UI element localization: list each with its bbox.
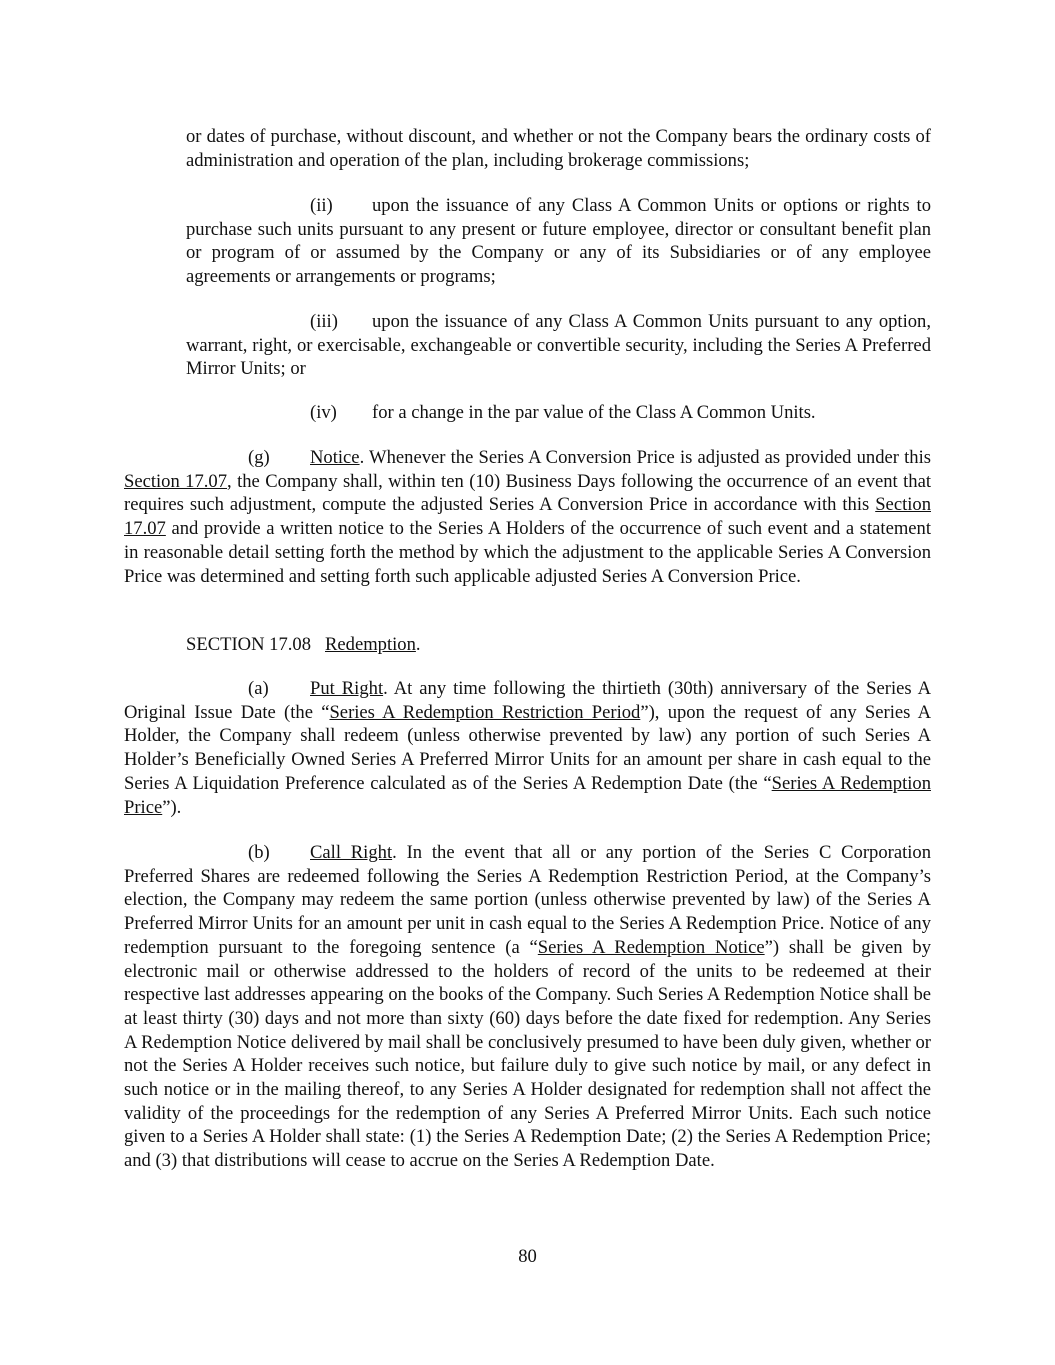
section-17-07-reference: Section 17.07 xyxy=(124,470,228,492)
continuation-paragraph xyxy=(186,125,931,172)
clause-iv-number: (iv) xyxy=(310,402,337,423)
clause-iv-text: for a change in the par value of the Class A Common Units. xyxy=(372,402,816,423)
clause-ii-number: (ii) xyxy=(310,195,333,216)
continuation-text: or dates of purchase, without discount, and whether or not the Company bears the ordinary costs of administration and operation of the plan, including brokerage commissions; xyxy=(186,126,931,171)
defined-term-redemption-price: Series A Redemption Price xyxy=(124,772,931,818)
paragraph-g-heading: Notice xyxy=(310,447,360,468)
paragraph-b-heading: Call Right xyxy=(310,842,393,863)
defined-term-restriction-period: Series A Redemption Restriction Period xyxy=(329,701,641,723)
clause-ii xyxy=(186,194,931,289)
paragraph-b-number: (b) xyxy=(248,842,270,863)
section-number: SECTION 17.08 xyxy=(186,634,311,655)
paragraph-a xyxy=(124,677,931,819)
clause-iv xyxy=(186,401,931,425)
clause-iii-number: (iii) xyxy=(310,311,338,332)
paragraph-b xyxy=(124,841,931,1173)
paragraph-g-text-3: and provide a written notice to the Series A Holders of the occurrence of such event and a statement in reasonable detail setting forth the method by which the adjustment to the applicable Series A Conversion Price was determined and setting forth such applicable adjusted Series A Conversion Price. xyxy=(124,518,931,587)
paragraph-a-number: (a) xyxy=(248,678,269,699)
page-number: 80 xyxy=(518,1246,537,1267)
paragraph-a-heading: Put Right xyxy=(310,678,384,699)
clause-ii-text: upon the issuance of any Class A Common Units or options or rights to purchase such units pursuant to any present or future employee, director or consultant benefit plan or program of or assumed by the Company or any of its Subsidiaries or of any employee agreements or arrangements or programs; xyxy=(186,195,931,288)
clause-iii xyxy=(186,310,931,381)
paragraph-b-text-1: . In the event that all or any portion of the Series C Corporation Preferred Shares are redeemed following the Series A Redemption Restriction Period, at the Company’s election, the Company may redeem the same portion (unless otherwise prevented by law) of the Series A Preferred Mirror Units for an amount per unit in cash equal to the Series A Redemption Price. Notice of any redemption pursuant to the foregoing sentence (a “ xyxy=(124,842,932,958)
paragraph-g-text-2: , the Company shall, within ten (10) Business Days following the occurrence of an event that requires such adjustment, compute the adjusted Series A Conversion Price in accordance with this xyxy=(124,470,931,516)
paragraph-a-text-1: . At any time following the thirtieth (30th) anniversary of the Series A Original Issue Date (the “ xyxy=(124,678,932,723)
paragraph-g xyxy=(124,446,931,588)
section-17-07-reference-2: Section 17.07 xyxy=(124,494,931,540)
paragraph-a-text-3: ”). xyxy=(162,796,182,818)
section-17-08-heading xyxy=(124,633,931,657)
paragraph-g-text-1: . Whenever the Series A Conversion Price is adjusted as provided under this xyxy=(359,447,931,468)
paragraph-g-number: (g) xyxy=(248,447,270,468)
paragraph-b-text-2: ”) shall be given by electronic mail or otherwise addressed to the holders of record of the units to be redeemed at their respective last addresses appearing on the books of the Company. Such Series A Redemption Notice shall be at least thirty (30) days and not more than sixty (60) days before the date fixed for redemption. Any Series A Redemption Notice delivered by mail shall be conclusively presumed to have been duly given, whether or not the Series A Holder receives such notice, but failure duly to give such notice by mail, or any defect in such notice or in the mailing thereof, to any Series A Holder designated for redemption shall not affect the validity of the proceedings for the redemption of any Series A Preferred Mirror Units. Each such notice given to a Series A Holder shall state: (1) the Series A Redemption Date; (2) the Series A Redemption Price; and (3) that distributions will cease to accrue on the Series A Redemption Date. xyxy=(124,936,931,1172)
defined-term-redemption-notice: Series A Redemption Notice xyxy=(537,936,765,958)
section-title: Redemption xyxy=(325,634,416,655)
paragraph-a-text-2: ”), upon the request of any Series A Holder, the Company shall redeem (unless otherwise prevented by law) any portion of such Series A Holder’s Beneficially Owned Series A Preferred Mirror Units for an amount per share in cash equal to the Series A Liquidation Preference calculated as of the Series A Redemption Date (the “ xyxy=(124,701,932,794)
section-title-period: . xyxy=(415,634,421,655)
clause-iii-text: upon the issuance of any Class A Common Units pursuant to any option, warrant, right, or exercisable, exchangeable or convertible security, including the Series A Preferred Mirror Units; or xyxy=(186,311,931,380)
